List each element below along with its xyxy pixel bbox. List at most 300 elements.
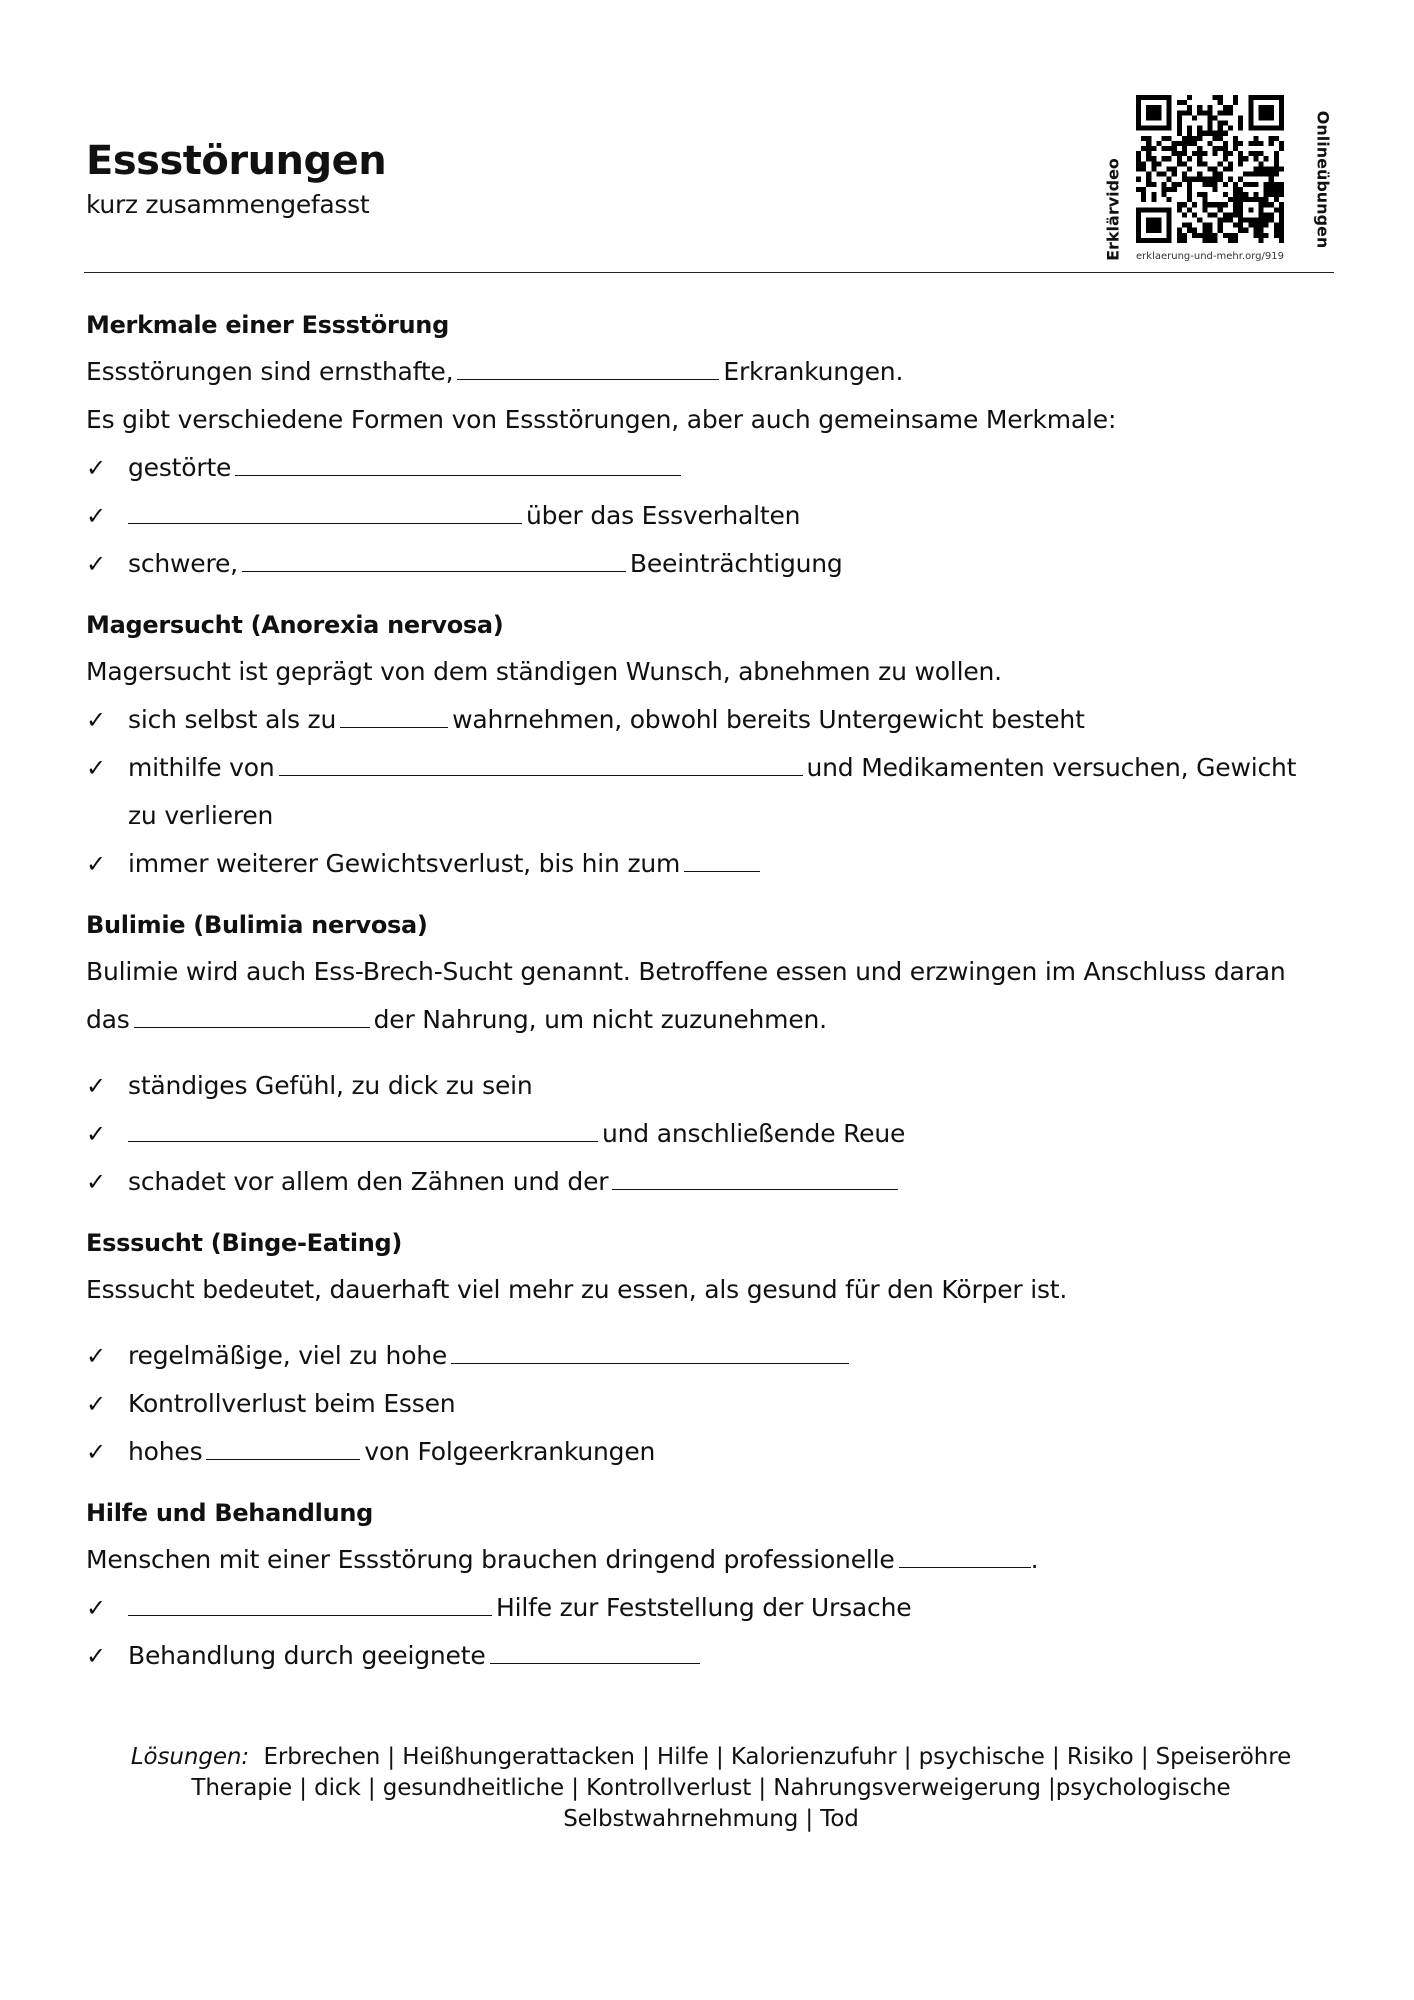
qr-module [1274, 187, 1279, 192]
qr-module [1213, 233, 1218, 238]
qr-module [1218, 131, 1223, 136]
qr-module [1238, 187, 1243, 192]
qr-module [1172, 141, 1177, 146]
text: Beeinträchtigung [629, 549, 843, 578]
qr-module [1264, 212, 1269, 217]
qr-module [1228, 217, 1233, 222]
qr-module [1167, 166, 1172, 171]
qr-module [1172, 146, 1177, 151]
qr-module [1182, 238, 1187, 243]
section-anorexia [86, 600, 1336, 888]
qr-module [1264, 166, 1269, 171]
qr-module [1253, 151, 1258, 156]
qr-module [1182, 146, 1187, 151]
qr-module [1182, 177, 1187, 182]
qr-module [1228, 212, 1233, 217]
check-icon: ✓ [86, 1120, 106, 1148]
qr-module [1141, 187, 1146, 192]
qr-module [1146, 136, 1151, 141]
list-item [86, 840, 1336, 888]
qr-module [1258, 228, 1263, 233]
qr-module [1233, 136, 1238, 141]
qr-module [1187, 95, 1192, 100]
qr-module [1279, 217, 1284, 222]
qr-module [1258, 172, 1263, 177]
qr-module [1274, 151, 1279, 156]
qr-code-icon[interactable] [1136, 95, 1284, 243]
blank-field[interactable] [279, 753, 803, 777]
qr-module [1172, 182, 1177, 187]
qr-module [1136, 161, 1141, 166]
solutions-line [86, 1742, 1336, 1773]
qr-module [1136, 177, 1141, 182]
text: Kontrollverlust beim Essen [128, 1389, 456, 1418]
qr-module [1207, 166, 1212, 171]
qr-module [1136, 187, 1141, 192]
qr-module [1223, 212, 1228, 217]
qr-module [1151, 166, 1156, 171]
qr-module [1248, 172, 1253, 177]
qr-module [1279, 233, 1284, 238]
qr-module [1197, 105, 1202, 110]
qr-module [1253, 141, 1258, 146]
qr-module [1258, 223, 1263, 228]
qr-module [1177, 233, 1182, 238]
qr-module [1172, 187, 1177, 192]
paragraph [86, 996, 1336, 1044]
qr-module [1274, 192, 1279, 197]
qr-module [1151, 156, 1156, 161]
qr-module [1253, 172, 1258, 177]
qr-module [1233, 187, 1238, 192]
qr-module [1192, 228, 1197, 233]
qr-module [1269, 212, 1274, 217]
check-icon: ✓ [86, 850, 106, 878]
qr-module [1197, 161, 1202, 166]
qr-module [1192, 136, 1197, 141]
qr-module [1187, 131, 1192, 136]
text: mithilfe von [128, 753, 275, 782]
text: zu verlieren [128, 801, 274, 830]
qr-module [1182, 233, 1187, 238]
solutions-line: Therapie | dick | gesundheitliche | Kontrollverlust | Nahrungsverweigerung |psychologische [191, 1775, 1231, 1801]
qr-module [1264, 197, 1269, 202]
qr-module [1136, 151, 1141, 156]
qr-module [1279, 146, 1284, 151]
qr-module [1207, 202, 1212, 207]
qr-module [1213, 212, 1218, 217]
qr-module [1197, 192, 1202, 197]
qr-module [1223, 151, 1228, 156]
qr-module [1218, 177, 1223, 182]
qr-module [1151, 197, 1156, 202]
qr-module [1279, 223, 1284, 228]
qr-module [1192, 115, 1197, 120]
qr-module [1192, 233, 1197, 238]
qr-module [1243, 156, 1248, 161]
qr-module [1264, 202, 1269, 207]
qr-module [1233, 202, 1238, 207]
qr-module [1269, 136, 1274, 141]
qr-module [1279, 228, 1284, 233]
qr-module [1197, 172, 1202, 177]
qr-module [1207, 228, 1212, 233]
blank-field[interactable] [134, 1005, 370, 1029]
qr-module [1156, 161, 1161, 166]
qr-module [1187, 182, 1192, 187]
blank-field[interactable] [206, 1437, 360, 1461]
qr-module [1182, 172, 1187, 177]
blank-field[interactable] [899, 1545, 1031, 1569]
qr-module [1279, 182, 1284, 187]
check-icon: ✓ [86, 1594, 106, 1622]
qr-module [1218, 223, 1223, 228]
qr-module [1202, 207, 1207, 212]
qr-module [1223, 110, 1228, 115]
blank-field[interactable] [128, 1593, 492, 1617]
list-item [86, 1428, 1336, 1476]
qr-module [1202, 197, 1207, 202]
qr-module [1223, 233, 1228, 238]
check-icon: ✓ [86, 1438, 106, 1466]
paragraph: Magersucht ist geprägt von dem ständigen Wunsch, abnehmen zu wollen. [86, 657, 1002, 686]
qr-module [1162, 136, 1167, 141]
qr-module [1202, 233, 1207, 238]
qr-module [1223, 121, 1228, 126]
qr-module [1248, 141, 1253, 146]
qr-module [1264, 223, 1269, 228]
qr-module [1207, 121, 1212, 126]
qr-module [1187, 177, 1192, 182]
qr-module [1177, 207, 1182, 212]
qr-module [1269, 182, 1274, 187]
qr-module [1202, 161, 1207, 166]
qr-module [1274, 172, 1279, 177]
qr-module [1146, 141, 1151, 146]
qr-module [1223, 217, 1228, 222]
qr-module [1141, 192, 1146, 197]
qr-module [1243, 172, 1248, 177]
check-icon: ✓ [86, 550, 106, 578]
qr-module [1151, 161, 1156, 166]
qr-module [1177, 238, 1182, 243]
qr-module [1258, 166, 1263, 171]
qr-module [1192, 202, 1197, 207]
qr-module [1177, 141, 1182, 146]
blank-field[interactable] [235, 453, 681, 477]
qr-module [1187, 110, 1192, 115]
qr-module [1167, 197, 1172, 202]
qr-module [1213, 115, 1218, 120]
page-title: Essstörungen [86, 138, 387, 184]
qr-module [1279, 207, 1284, 212]
qr-module [1233, 238, 1238, 243]
qr-module [1136, 156, 1141, 161]
qr-module [1213, 182, 1218, 187]
qr-module [1279, 141, 1284, 146]
qr-module [1228, 197, 1233, 202]
text: Hilfe zur Feststellung der Ursache [496, 1593, 912, 1622]
qr-module [1141, 166, 1146, 171]
qr-module [1253, 223, 1258, 228]
qr-module [1162, 146, 1167, 151]
solutions-label: Lösungen: [130, 1744, 250, 1770]
qr-module [1258, 161, 1263, 166]
qr-module [1238, 121, 1243, 126]
qr-module [1269, 166, 1274, 171]
qr-module [1177, 131, 1182, 136]
online-exercises-label: Onlineübungen [1313, 110, 1333, 249]
qr-module [1274, 182, 1279, 187]
qr-module [1218, 228, 1223, 233]
qr-module [1177, 156, 1182, 161]
worksheet-content [86, 300, 1336, 1692]
qr-module [1223, 182, 1228, 187]
qr-module [1207, 115, 1212, 120]
blank-field[interactable] [612, 1167, 898, 1191]
qr-module [1258, 238, 1263, 243]
qr-module [1207, 223, 1212, 228]
qr-module [1197, 136, 1202, 141]
section-heading: Merkmale einer Essstörung [86, 311, 449, 339]
qr-module [1223, 202, 1228, 207]
qr-module [1238, 228, 1243, 233]
qr-module [1162, 192, 1167, 197]
qr-module [1238, 223, 1243, 228]
list-item [86, 1062, 1336, 1110]
text: und anschließende Reue [602, 1119, 906, 1148]
section-heading: Bulimie (Bulimia nervosa) [86, 911, 428, 939]
qr-module [1146, 156, 1151, 161]
qr-module [1213, 131, 1218, 136]
paragraph: Esssucht bedeutet, dauerhaft viel mehr zu essen, als gesund für den Körper ist. [86, 1275, 1068, 1304]
qr-module [1274, 161, 1279, 166]
section-bulimia [86, 900, 1336, 1206]
qr-module [1228, 233, 1233, 238]
qr-module [1167, 136, 1172, 141]
qr-module [1218, 110, 1223, 115]
check-icon: ✓ [86, 1342, 106, 1370]
qr-module [1202, 110, 1207, 115]
qr-module [1187, 228, 1192, 233]
qr-module [1187, 166, 1192, 171]
qr-module [1197, 110, 1202, 115]
qr-module [1238, 151, 1243, 156]
qr-module [1228, 110, 1233, 115]
qr-module [1187, 105, 1192, 110]
qr-module [1233, 95, 1238, 100]
qr-module [1243, 228, 1248, 233]
qr-module [1192, 212, 1197, 217]
qr-module [1238, 115, 1243, 120]
qr-module [1248, 223, 1253, 228]
section-binge-eating [86, 1218, 1336, 1476]
qr-module [1264, 156, 1269, 161]
qr-module [1207, 212, 1212, 217]
section-heading: Esssucht (Binge-Eating) [86, 1229, 403, 1257]
qr-module [1146, 151, 1151, 156]
qr-module [1192, 141, 1197, 146]
qr-module [1207, 182, 1212, 187]
qr-module [1182, 141, 1187, 146]
text: schwere, [128, 549, 238, 578]
qr-module [1228, 161, 1233, 166]
qr-module [1218, 207, 1223, 212]
text: wahrnehmen, obwohl bereits Untergewicht besteht [452, 705, 1085, 734]
qr-module [1248, 182, 1253, 187]
qr-module [1218, 121, 1223, 126]
qr-module [1177, 121, 1182, 126]
qr-module [1243, 182, 1248, 187]
qr-module [1223, 166, 1228, 171]
qr-module [1207, 233, 1212, 238]
qr-module [1207, 131, 1212, 136]
qr-module [1156, 141, 1161, 146]
qr-module [1151, 146, 1156, 151]
qr-module [1182, 212, 1187, 217]
qr-module [1182, 161, 1187, 166]
qr-module [1141, 161, 1146, 166]
qr-module [1233, 197, 1238, 202]
qr-module [1167, 177, 1172, 182]
qr-module [1182, 202, 1187, 207]
qr-module [1202, 192, 1207, 197]
blank-field[interactable] [340, 705, 448, 729]
qr-module [1253, 136, 1258, 141]
qr-module [1146, 172, 1151, 177]
qr-module [1218, 202, 1223, 207]
blank-field[interactable] [451, 1341, 849, 1365]
qr-module [1223, 131, 1228, 136]
qr-module [1146, 146, 1151, 151]
check-icon: ✓ [86, 502, 106, 530]
list-item [86, 1632, 1336, 1680]
qr-module [1233, 223, 1238, 228]
qr-module [1187, 192, 1192, 197]
blank-field[interactable] [128, 501, 522, 525]
qr-module [1136, 166, 1141, 171]
blank-field[interactable] [490, 1641, 700, 1665]
qr-module [1177, 126, 1182, 131]
qr-module [1223, 156, 1228, 161]
qr-module [1187, 187, 1192, 192]
qr-module [1146, 182, 1151, 187]
qr-module [1218, 217, 1223, 222]
qr-module [1213, 187, 1218, 192]
qr-module [1162, 187, 1167, 192]
qr-module [1228, 177, 1233, 182]
qr-module [1213, 172, 1218, 177]
qr-module [1202, 228, 1207, 233]
paragraph: Es gibt verschiedene Formen von Essstörungen, aber auch gemeinsame Merkmale: [86, 405, 1117, 434]
qr-module [1223, 192, 1228, 197]
qr-module [1182, 151, 1187, 156]
check-icon: ✓ [86, 454, 106, 482]
qr-module [1238, 141, 1243, 146]
text: Menschen mit einer Essstörung brauchen dringend professionelle [86, 1545, 895, 1574]
qr-module [1258, 141, 1263, 146]
section-features [86, 300, 1336, 588]
qr-module [1202, 182, 1207, 187]
qr-module [1274, 223, 1279, 228]
solutions-box [86, 1742, 1336, 1835]
qr-module [1172, 172, 1177, 177]
qr-module [1279, 202, 1284, 207]
qr-module [1279, 166, 1284, 171]
header-divider [84, 272, 1334, 273]
qr-module [1269, 141, 1274, 146]
check-icon: ✓ [86, 754, 106, 782]
qr-module [1207, 238, 1212, 243]
page-subtitle: kurz zusammengefasst [86, 190, 370, 219]
qr-module [1187, 141, 1192, 146]
qr-module [1269, 172, 1274, 177]
qr-module [1253, 233, 1258, 238]
qr-module [1279, 212, 1284, 217]
blank-field[interactable] [457, 357, 719, 381]
qr-module [1238, 192, 1243, 197]
text: von Folgeerkrankungen [364, 1437, 656, 1466]
qr-module [1202, 223, 1207, 228]
paragraph: Bulimie wird auch Ess-Brech-Sucht genannt. Betroffene essen und erzwingen im Anschluss daran [86, 957, 1286, 986]
text: regelmäßige, viel zu hohe [128, 1341, 448, 1370]
qr-module [1197, 177, 1202, 182]
qr-module [1264, 233, 1269, 238]
qr-module [1213, 202, 1218, 207]
qr-module [1233, 146, 1238, 151]
qr-module [1253, 166, 1258, 171]
qr-module [1269, 217, 1274, 222]
qr-module [1243, 192, 1248, 197]
qr-module [1264, 192, 1269, 197]
qr-module [1264, 187, 1269, 192]
qr-module [1156, 172, 1161, 177]
qr-module [1182, 223, 1187, 228]
qr-module [1213, 238, 1218, 243]
qr-module [1233, 192, 1238, 197]
text: das [86, 1005, 130, 1034]
qr-module [1151, 182, 1156, 187]
qr-module [1162, 172, 1167, 177]
qr-module [1223, 141, 1228, 146]
qr-module [1253, 192, 1258, 197]
qr-module [1264, 172, 1269, 177]
qr-module [1202, 202, 1207, 207]
qr-module [1218, 126, 1223, 131]
list-item [86, 1584, 1336, 1632]
qr-module [1141, 146, 1146, 151]
list-item [86, 540, 1336, 588]
qr-module [1197, 217, 1202, 222]
qr-module [1167, 156, 1172, 161]
check-icon: ✓ [86, 1642, 106, 1670]
blank-field[interactable] [242, 549, 626, 573]
list-item [86, 444, 1336, 492]
qr-module [1274, 197, 1279, 202]
list-item [86, 1110, 1336, 1158]
list-item [86, 696, 1336, 744]
section-heading: Magersucht (Anorexia nervosa) [86, 611, 504, 639]
blank-field[interactable] [128, 1119, 598, 1143]
qr-module [1279, 192, 1284, 197]
qr-module [1202, 238, 1207, 243]
qr-module [1269, 192, 1274, 197]
qr-module [1233, 212, 1238, 217]
qr-module [1202, 177, 1207, 182]
list-item [86, 1158, 1336, 1206]
qr-module [1238, 126, 1243, 131]
blank-field[interactable] [684, 849, 760, 873]
